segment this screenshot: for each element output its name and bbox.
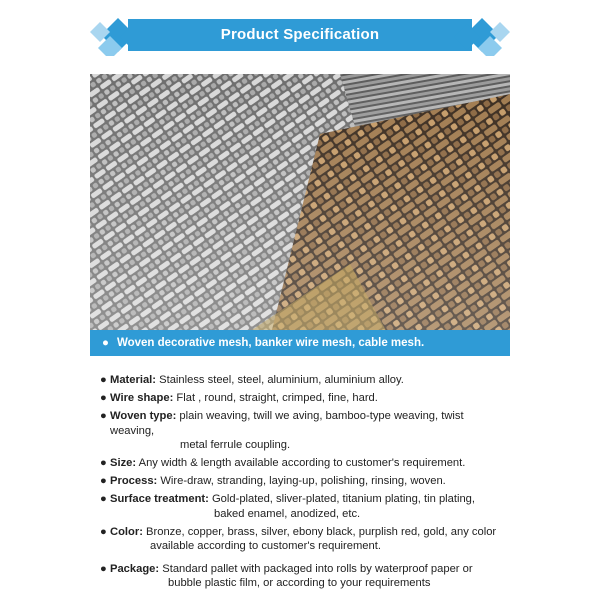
header-banner xyxy=(88,16,512,56)
spec-key: Material: xyxy=(110,374,157,386)
spec-value: Standard pallet with packaged into rolls by waterproof paper or xyxy=(162,562,473,575)
bullet: ● xyxy=(100,562,107,575)
spec-value: Gold-plated, sliver-plated, titanium plating, tin plating, xyxy=(211,493,476,505)
spec-surface-treatment xyxy=(100,492,510,521)
product-photo xyxy=(90,74,510,338)
spec-process xyxy=(100,474,510,489)
page-title: Product Specification xyxy=(220,26,380,43)
spec-value: Wire-draw, stranding, laying-up, polishing, rinsing, woven. xyxy=(160,475,446,487)
bullet: ● xyxy=(100,475,107,487)
spec-key: Package: xyxy=(110,562,160,575)
spec-continuation: bubble plastic film, or according to your requirements xyxy=(168,577,431,589)
spec-value: Stainless steel, steel, aluminium, aluminium alloy. xyxy=(159,374,404,386)
spec-value: Any width & length available according to customer's requirement. xyxy=(138,457,466,469)
caption-bullet: ● xyxy=(102,337,109,349)
bullet: ● xyxy=(100,525,107,538)
bullet: ● xyxy=(100,457,107,469)
spec-value: plain weaving, twill we aving, bamboo-type weaving, twist weaving, xyxy=(110,410,464,437)
woven-mesh-image xyxy=(90,74,510,338)
spec-key: Size: xyxy=(110,457,137,469)
spec-package xyxy=(100,562,510,591)
spec-key: Process: xyxy=(110,475,158,487)
spec-material xyxy=(100,373,510,388)
caption-bar xyxy=(90,330,510,356)
right-diamond-decoration xyxy=(452,16,512,56)
bullet: ● xyxy=(100,493,107,505)
spec-continuation: metal ferrule coupling. xyxy=(180,439,291,451)
spec-continuation: baked enamel, anodized, etc. xyxy=(214,507,361,520)
spec-key: Woven type: xyxy=(110,410,177,422)
caption-text: Woven decorative mesh, banker wire mesh, cable mesh. xyxy=(116,337,425,349)
spec-wire-shape xyxy=(100,391,510,406)
spec-woven-type xyxy=(100,409,510,453)
spec-key: Wire shape: xyxy=(110,392,174,404)
spec-key: Color: xyxy=(110,525,143,538)
spec-continuation: available according to customer's requirement. xyxy=(150,540,381,552)
spec-value: Flat , round, straight, crimped, fine, hard. xyxy=(176,392,378,404)
bullet: ● xyxy=(100,374,107,386)
spec-size xyxy=(100,456,510,471)
spec-value: Bronze, copper, brass, silver, ebony black, purplish red, gold, any color xyxy=(146,525,497,538)
spec-color xyxy=(100,525,510,554)
bullet: ● xyxy=(100,392,107,404)
spec-key: Surface treatment: xyxy=(110,493,209,505)
bullet: ● xyxy=(100,410,107,422)
spec-list xyxy=(100,373,510,594)
